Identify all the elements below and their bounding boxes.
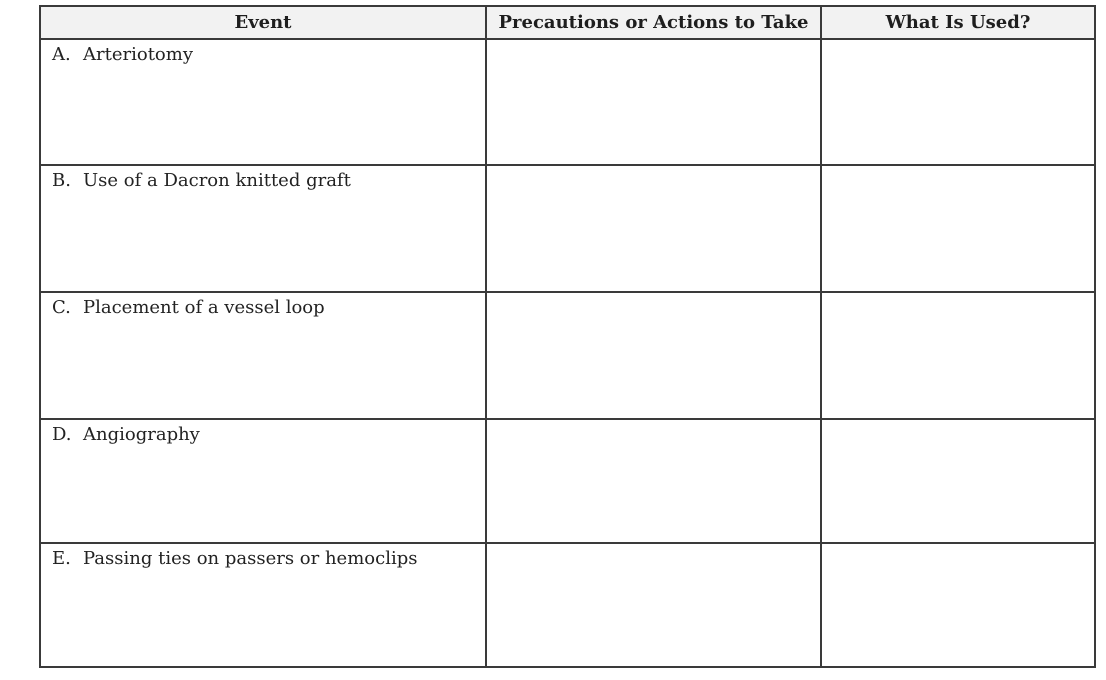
precautions-cell[interactable]	[486, 543, 821, 667]
row-letter: A.	[52, 44, 71, 65]
table-row	[40, 292, 1095, 419]
event-cell	[40, 292, 486, 419]
row-letter: C.	[52, 297, 71, 318]
event-cell	[40, 419, 486, 543]
event-text: Angiography	[83, 424, 200, 445]
precautions-cell[interactable]	[486, 419, 821, 543]
precautions-cell[interactable]	[486, 292, 821, 419]
table-row	[40, 419, 1095, 543]
row-letter: B.	[52, 170, 71, 191]
header-event: Event	[40, 6, 486, 39]
table-row	[40, 39, 1095, 165]
table-row	[40, 165, 1095, 292]
header-what-is-used: What Is Used?	[821, 6, 1095, 39]
event-cell	[40, 165, 486, 292]
what-used-cell[interactable]	[821, 39, 1095, 165]
header-row	[40, 6, 1095, 39]
precautions-cell[interactable]	[486, 39, 821, 165]
event-text: Passing ties on passers or hemoclips	[83, 548, 418, 569]
row-letter: E.	[52, 548, 71, 569]
what-used-cell[interactable]	[821, 292, 1095, 419]
what-used-cell[interactable]	[821, 543, 1095, 667]
table-row	[40, 543, 1095, 667]
event-precautions-table	[39, 5, 1096, 668]
precautions-cell[interactable]	[486, 165, 821, 292]
event-text: Use of a Dacron knitted graft	[83, 170, 351, 191]
event-text: Placement of a vessel loop	[83, 297, 325, 318]
what-used-cell[interactable]	[821, 165, 1095, 292]
event-cell	[40, 543, 486, 667]
event-text: Arteriotomy	[83, 44, 193, 65]
event-cell	[40, 39, 486, 165]
header-precautions: Precautions or Actions to Take	[486, 6, 821, 39]
row-letter: D.	[52, 424, 72, 445]
what-used-cell[interactable]	[821, 419, 1095, 543]
